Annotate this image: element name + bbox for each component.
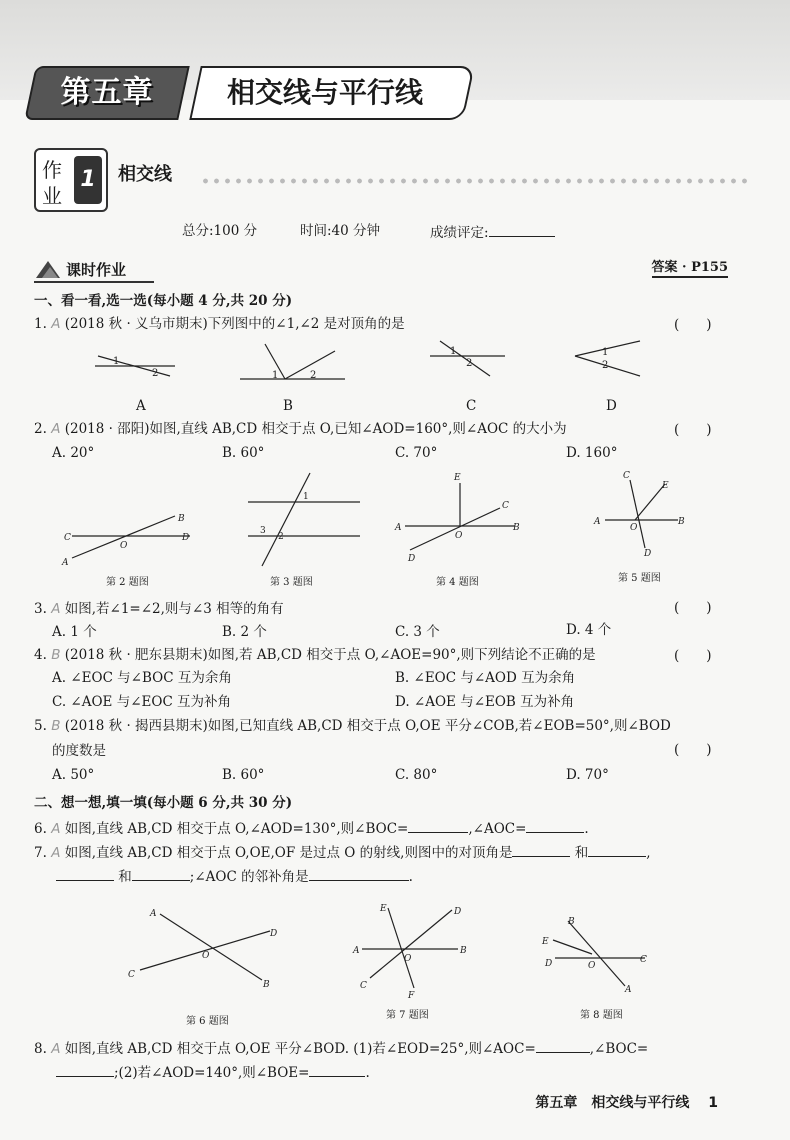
q1-option-d: D — [606, 398, 617, 414]
q8-number: 8. — [34, 1041, 47, 1057]
q2-option-a: A. 20° — [52, 445, 95, 461]
q1-a-angle2: 2 — [152, 368, 159, 379]
q5-grade: B — [51, 718, 61, 734]
q8-blank-boc[interactable] — [56, 1062, 114, 1077]
badge-bottom-char: 业 — [42, 184, 62, 208]
q1-a-angle1: 1 — [113, 356, 120, 367]
q2-option-b: B. 60° — [222, 445, 265, 461]
q7-blank-2[interactable] — [588, 842, 646, 857]
q8-mid: ,∠BOC= — [589, 1041, 649, 1057]
q6-blank-aoc[interactable] — [526, 818, 584, 833]
fig8-label-d: D — [545, 959, 553, 969]
chapter-number: 第五章 — [60, 75, 154, 110]
fig2-label-b: B — [178, 514, 185, 524]
q3-grade: A — [51, 601, 61, 617]
section-header: 课时作业 — [66, 261, 127, 279]
fig8-label-o: O — [588, 961, 596, 971]
fig7-label-f: F — [408, 991, 415, 1001]
q1-b-angle2: 2 — [310, 370, 317, 381]
q2-number: 2. — [34, 421, 47, 437]
part2-heading: 二、想一想,填一填(每小题 6 分,共 30 分) — [34, 795, 293, 811]
q5-answer-paren[interactable]: ( ) — [674, 742, 712, 758]
fig2-label-o: O — [120, 541, 128, 551]
figures-2-to-5 — [50, 468, 730, 580]
part1-heading: 一、看一看,选一选(每小题 4 分,共 20 分) — [34, 293, 293, 309]
fig4-label-b: B — [513, 523, 520, 533]
q7-blank-1[interactable] — [512, 842, 570, 857]
fig4-label-o: O — [455, 531, 463, 541]
q4-option-a: A. ∠EOC 与∠BOC 互为余角 — [52, 670, 232, 686]
section-underline — [34, 281, 154, 283]
fig3-angle-2: 2 — [278, 532, 284, 542]
grade-label: 成绩评定: — [430, 225, 489, 241]
q7-and: 和 — [574, 845, 589, 861]
caption-fig7: 第 7 题图 — [386, 1010, 429, 1021]
q4-grade: B — [51, 647, 61, 663]
q1-c-angle2: 2 — [466, 358, 473, 369]
fig7-label-a: A — [353, 946, 360, 956]
q7-blank-4[interactable] — [132, 866, 190, 881]
q1-grade: A — [51, 316, 61, 332]
fig7-label-d: D — [454, 907, 462, 917]
fig8-label-c: C — [640, 955, 647, 965]
question-7-cont — [56, 866, 413, 886]
q6-blank-boc[interactable] — [408, 818, 468, 833]
total-score: 总分:100 分 — [182, 223, 258, 239]
q7-semi: ;∠AOC 的邻补角是 — [189, 869, 309, 885]
q6-mid: ,∠AOC= — [468, 821, 527, 837]
q6-text: 如图,直线 AB,CD 相交于点 O,∠AOD=130°,则∠BOC= — [64, 821, 409, 837]
question-8-cont — [56, 1062, 370, 1082]
q3-number: 3. — [34, 601, 47, 617]
fig3-angle-3: 3 — [260, 526, 266, 536]
fig4-label-d: D — [408, 554, 416, 564]
fig8-label-a: A — [625, 985, 632, 995]
q1-answer-paren[interactable]: ( ) — [674, 317, 712, 333]
fig8-label-e: E — [542, 937, 549, 947]
question-2 — [34, 420, 567, 438]
q8-blank-aoc[interactable] — [536, 1038, 590, 1053]
q6-number: 6. — [34, 821, 47, 837]
q5-option-d: D. 70° — [566, 767, 609, 783]
q2-grade: A — [51, 421, 61, 437]
fig6-label-o: O — [202, 951, 210, 961]
q7-comma: , — [646, 845, 651, 861]
q3-text: 如图,若∠1=∠2,则与∠3 相等的角有 — [64, 601, 284, 617]
q5-number: 5. — [34, 718, 47, 734]
q4-number: 4. — [34, 647, 47, 663]
fig3-angle-1: 1 — [303, 492, 309, 502]
fig5-label-a: A — [594, 517, 601, 527]
caption-fig2: 第 2 题图 — [106, 577, 149, 588]
q1-option-c: C — [466, 398, 477, 414]
dotted-divider — [200, 178, 750, 184]
fig7-label-e: E — [380, 904, 387, 914]
fig5-label-e: E — [662, 481, 669, 491]
fig6-label-c: C — [128, 970, 135, 980]
fig4-label-c: C — [502, 501, 509, 511]
q5-option-b: B. 60° — [222, 767, 265, 783]
q7-number: 7. — [34, 845, 47, 861]
q2-option-d: D. 160° — [566, 445, 618, 461]
chapter-number-box — [24, 66, 189, 120]
q1-c-angle1: 1 — [450, 346, 457, 357]
fig4-label-a: A — [395, 523, 402, 533]
question-7 — [34, 842, 651, 862]
q1-number: 1. — [34, 316, 47, 332]
fig6-label-a: A — [150, 909, 157, 919]
page-number: 1 — [708, 1095, 718, 1111]
homework-number: 1 — [74, 156, 102, 204]
q4-option-b: B. ∠EOC 与∠AOD 互为余角 — [395, 670, 576, 686]
q4-option-c: C. ∠AOE 与∠EOC 互为补角 — [52, 694, 232, 710]
fig4-label-e: E — [454, 473, 461, 483]
q7-end: . — [408, 869, 413, 885]
q3-option-a: A. 1 个 — [52, 624, 97, 640]
q4-answer-paren[interactable]: ( ) — [674, 648, 712, 664]
fig7-label-c: C — [360, 981, 367, 991]
fig5-label-c: C — [623, 471, 630, 481]
fig5-label-o: O — [630, 523, 638, 533]
caption-fig5: 第 5 题图 — [618, 573, 661, 584]
q1-option-a: A — [136, 398, 146, 414]
q7-and2: 和 — [118, 869, 132, 885]
fig2-label-a: A — [62, 558, 69, 568]
q2-answer-paren[interactable]: ( ) — [674, 422, 712, 438]
chapter-banner — [30, 66, 468, 116]
q4-text: (2018 秋 · 肥东县期末)如图,若 AB,CD 相交于点 O,∠AOE=90°,则下列结论不正确的是 — [64, 647, 596, 663]
q7-blank-5[interactable] — [309, 866, 409, 881]
chapter-title: 相交线与平行线 — [227, 76, 424, 109]
q5-text: (2018 秋 · 揭西县期末)如图,已知直线 AB,CD 相交于点 O,OE 平分∠COB,若∠EOB=50°,则∠BOD — [64, 718, 671, 734]
q7-text: 如图,直线 AB,CD 相交于点 O,OE,OF 是过点 O 的射线,则图中的对顶角是 — [64, 845, 513, 861]
question-3 — [34, 600, 284, 618]
fig5-label-b: B — [678, 517, 685, 527]
q4-option-d: D. ∠AOE 与∠EOB 互为补角 — [395, 694, 575, 710]
q1-d-angle1: 1 — [602, 347, 609, 358]
q8-text: 如图,直线 AB,CD 相交于点 O,OE 平分∠BOD. (1)若∠EOD=25°,则∠AOC= — [64, 1041, 536, 1057]
grade-blank[interactable] — [489, 222, 555, 237]
question-6 — [34, 818, 589, 838]
q2-option-c: C. 70° — [395, 445, 438, 461]
caption-fig6: 第 6 题图 — [186, 1016, 229, 1027]
q5-option-c: C. 80° — [395, 767, 438, 783]
q7-blank-3[interactable] — [56, 866, 114, 881]
q5-option-a: A. 50° — [52, 767, 95, 783]
answer-reference: 答案 · P155 — [652, 256, 729, 278]
caption-fig3: 第 3 题图 — [270, 577, 313, 588]
badge-top-char: 作 — [42, 158, 62, 182]
q8-end: . — [365, 1065, 370, 1081]
figures-6-to-8 — [120, 896, 660, 1006]
q6-end: . — [584, 821, 589, 837]
q8-blank-boe[interactable] — [309, 1062, 365, 1077]
q5-text-cont: 的度数是 — [52, 743, 106, 759]
homework-badge — [34, 148, 108, 212]
q1-d-angle2: 2 — [602, 360, 609, 371]
q1-figures — [80, 336, 680, 416]
fig2-label-c: C — [64, 533, 71, 543]
question-1 — [34, 315, 405, 333]
q1-option-b: B — [283, 398, 293, 414]
time-limit: 时间:40 分钟 — [300, 223, 381, 239]
q6-grade: A — [51, 821, 61, 837]
q3-answer-paren[interactable]: ( ) — [674, 600, 712, 616]
fig8-label-b: B — [568, 917, 575, 927]
fig7-label-o: O — [404, 954, 412, 964]
fig6-label-b: B — [263, 980, 270, 990]
caption-fig4: 第 4 题图 — [436, 577, 479, 588]
fig5-label-d: D — [644, 549, 652, 559]
homework-title: 相交线 — [118, 164, 172, 185]
q8-part2-text: ;(2)若∠AOD=140°,则∠BOE= — [114, 1065, 310, 1081]
q2-text: (2018 · 邵阳)如图,直线 AB,CD 相交于点 O,已知∠AOD=160°,则∠AOC 的大小为 — [64, 421, 567, 437]
q3-option-b: B. 2 个 — [222, 624, 267, 640]
fig6-label-d: D — [270, 929, 278, 939]
question-8 — [34, 1038, 648, 1058]
q8-grade: A — [51, 1041, 61, 1057]
fig2-label-d: D — [182, 533, 190, 543]
caption-fig8: 第 8 题图 — [580, 1010, 623, 1021]
q3-option-d: D. 4 个 — [566, 622, 612, 638]
q7-grade: A — [51, 845, 61, 861]
chapter-title-box — [189, 66, 474, 120]
page-footer — [535, 1092, 718, 1112]
q1-text: (2018 秋 · 义乌市期末)下列图中的∠1,∠2 是对顶角的是 — [64, 316, 405, 332]
q3-option-c: C. 3 个 — [395, 624, 440, 640]
triangle-icon — [34, 258, 64, 280]
fig7-label-b: B — [460, 946, 467, 956]
footer-chapter: 第五章 相交线与平行线 — [535, 1095, 690, 1111]
question-4 — [34, 646, 596, 664]
q1-b-angle1: 1 — [272, 370, 279, 381]
question-5 — [34, 717, 671, 735]
grade-field — [430, 222, 555, 242]
